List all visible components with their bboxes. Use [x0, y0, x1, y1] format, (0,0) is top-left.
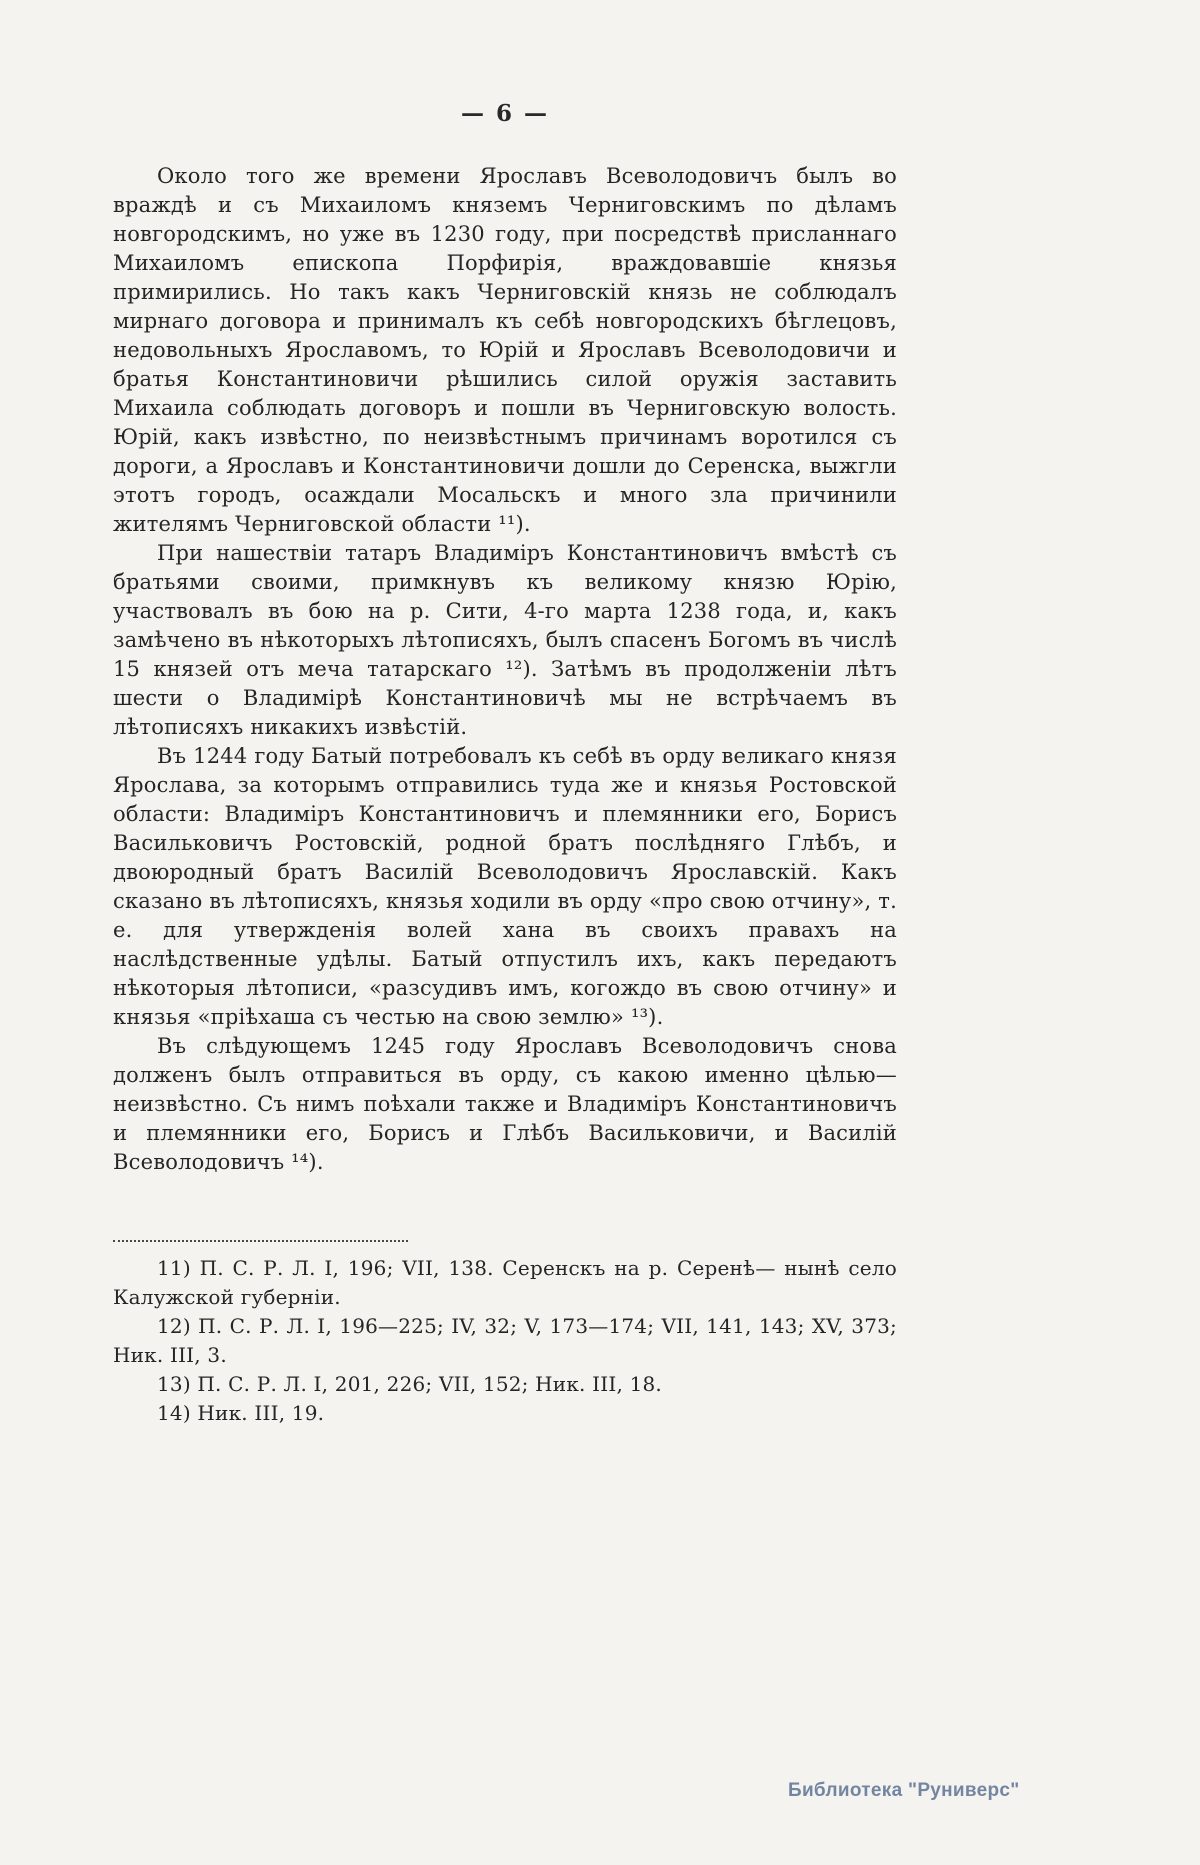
paragraph-1: Около того же времени Ярославъ Всеволодовичъ былъ во враждѣ и съ Михаиломъ княземъ Черниговскимъ по дѣламъ новгородскимъ, но уже въ 1230 году, при посредствѣ присланнаго Михаиломъ епископа Порфирія, враждовавшіе князья примирились. Но такъ какъ Черниговскій князь не соблюдалъ мирнаго договора и принималъ къ себѣ новгородскихъ бѣглецовъ, недовольныхъ Ярославомъ, то Юрій и Ярославъ Всеволодовичи и братья Константиновичи рѣшились силой оружія заставить Михаила соблюдать договоръ и пошли въ Черниговскую волость. Юрій, какъ извѣстно, по неизвѣстнымъ причинамъ воротился съ дороги, а Ярославъ и Константиновичи дошли до Серенска, выжгли этотъ городъ, осаждали Мосальскъ и много зла причинили жителямъ Черниговской области ¹¹).	[113, 164, 897, 536]
library-watermark: Библиотека "Руниверс"	[788, 1780, 1020, 1801]
footnotes	[113, 1254, 897, 1428]
page-number: — 6 —	[460, 100, 550, 127]
footnote-14: 14) Ник. III, 19.	[157, 1401, 325, 1425]
footnote-separator	[113, 1240, 408, 1242]
body-text	[113, 162, 897, 1177]
paragraph-3: Въ 1244 году Батый потребовалъ къ себѣ въ орду великаго князя Ярослава, за которымъ отправились туда же и князья Ростовской области: Владиміръ Константиновичъ и племянники его, Борисъ Васильковичъ Ростовскій, родной братъ послѣдняго Глѣбъ, и двоюродный братъ Василій Всеволодовичъ Ярославскій. Какъ сказано въ лѣтописяхъ, князья ходили въ орду «про свою отчину», т. е. для утвержденія волей хана въ своихъ правахъ на наслѣдственные удѣлы. Батый отпустилъ ихъ, какъ передаютъ нѣкоторыя лѣтописи, «разсудивъ имъ, когождо въ свою отчину» и князья «пріѣхаша съ честью на свою землю» ¹³).	[113, 744, 897, 1029]
footnote-12: 12) П. С. Р. Л. I, 196—225; IV, 32; V, 173—174; VII, 141, 143; XV, 373; Ник. III, 3.	[113, 1314, 897, 1367]
paragraph-2: При нашествіи татаръ Владиміръ Константиновичъ вмѣстѣ съ братьями своими, примкнувъ къ великому князю Юрію, участвовалъ въ бою на р. Сити, 4-го марта 1238 года, и, какъ замѣчено въ нѣкоторыхъ лѣтописяхъ, былъ спасенъ Богомъ въ числѣ 15 князей отъ меча татарскаго ¹²). Затѣмъ въ продолженіи лѣтъ шести о Владимірѣ Константиновичѣ мы не встрѣчаемъ въ лѣтописяхъ никакихъ извѣстій.	[113, 541, 897, 739]
paragraph-4: Въ слѣдующемъ 1245 году Ярославъ Всеволодовичъ снова долженъ былъ отправиться въ орду, съ какою именно цѣлью— неизвѣстно. Съ нимъ поѣхали также и Владиміръ Константиновичъ и племянники его, Борисъ и Глѣбъ Васильковичи, и Василій Всеволодовичъ ¹⁴).	[113, 1034, 897, 1174]
footnote-13: 13) П. С. Р. Л. I, 201, 226; VII, 152; Ник. III, 18.	[157, 1372, 662, 1396]
footnote-11: 11) П. С. Р. Л. I, 196; VII, 138. Серенскъ на р. Серенѣ— нынѣ село Калужской губерніи.	[113, 1256, 897, 1309]
